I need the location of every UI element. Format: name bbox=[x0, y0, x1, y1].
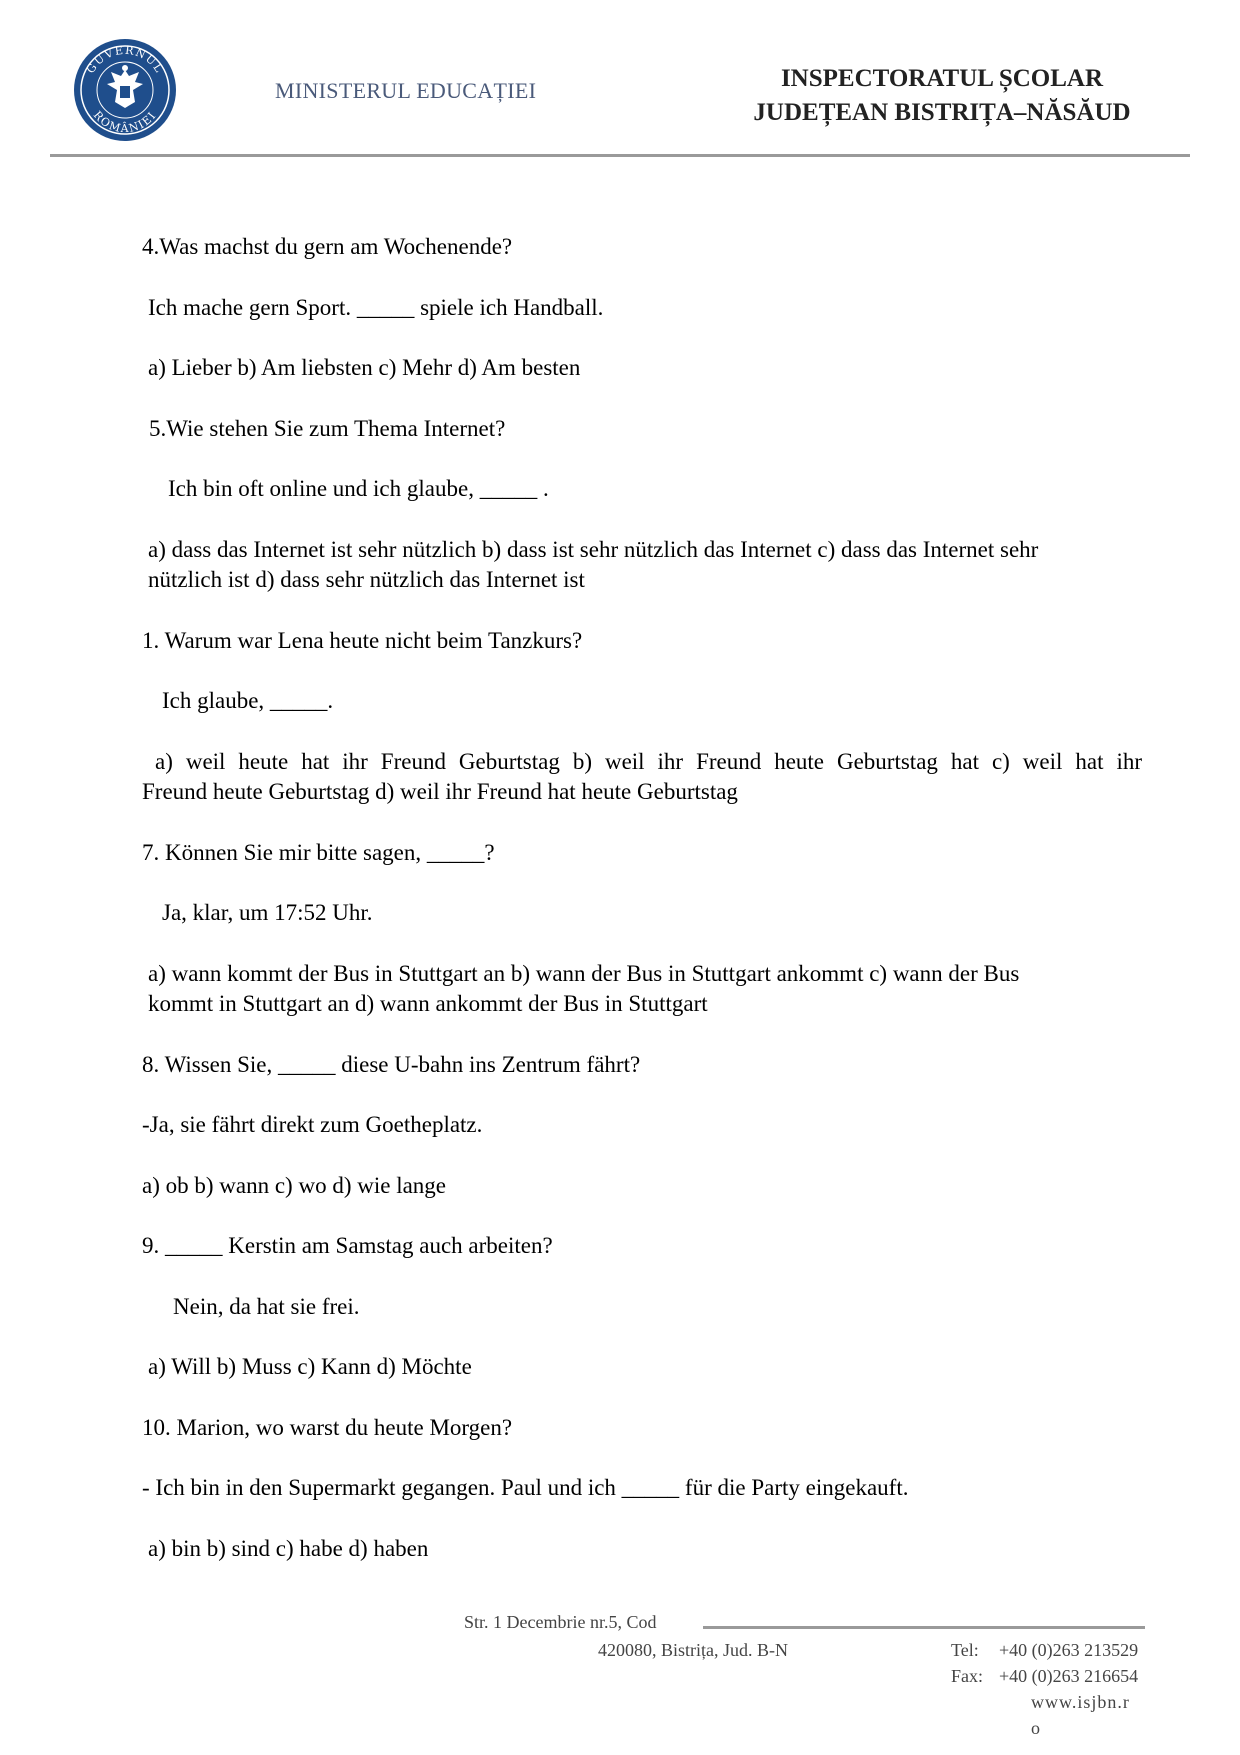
inspectorate-line-2: JUDEȚEAN BISTRIȚA–NĂSĂUD bbox=[753, 99, 1131, 126]
footer-divider bbox=[703, 1626, 1145, 1629]
question-prompt: 5.Wie stehen Sie zum Thema Internet? bbox=[149, 416, 506, 441]
footer-fax-label: Fax: bbox=[951, 1666, 984, 1686]
question-options: a) Will b) Muss c) Kann d) Möchte bbox=[148, 1354, 472, 1379]
question-prompt: 1. Warum war Lena heute nicht beim Tanzkurs? bbox=[142, 628, 583, 653]
footer-tel-value: +40 (0)263 213529 bbox=[999, 1640, 1139, 1660]
footer-address-line-1: Str. 1 Decembrie nr.5, Cod bbox=[464, 1612, 657, 1632]
question-answer: -Ja, sie fährt direkt zum Goetheplatz. bbox=[142, 1112, 483, 1137]
footer-fax-value: +40 (0)263 216654 bbox=[999, 1666, 1139, 1686]
question-options: a) Lieber b) Am liebsten c) Mehr d) Am besten bbox=[148, 355, 581, 380]
question-options-line-2: nützlich ist d) dass sehr nützlich das Internet ist bbox=[148, 567, 585, 592]
seal-text-top: GUVERNUL bbox=[83, 43, 167, 76]
question-answer: Ich mache gern Sport. _____ spiele ich Handball. bbox=[148, 295, 604, 320]
footer-website-line-2[interactable]: o bbox=[1031, 1718, 1040, 1738]
question-prompt: 10. Marion, wo warst du heute Morgen? bbox=[142, 1415, 513, 1440]
seal-text-bottom: ROMÂNIEI bbox=[90, 108, 160, 136]
question-prompt: 7. Können Sie mir bitte sagen, _____? bbox=[142, 840, 495, 865]
question-answer: Nein, da hat sie frei. bbox=[173, 1294, 360, 1319]
government-seal-logo bbox=[73, 38, 177, 142]
question-answer: - Ich bin in den Supermarkt gegangen. Paul und ich _____ für die Party eingekauft. bbox=[142, 1475, 909, 1500]
question-options-line-1: a) dass das Internet ist sehr nützlich b) dass ist sehr nützlich das Internet c) dass das Internet sehr bbox=[148, 537, 1039, 562]
question-options-line-1: a) weil heute hat ihr Freund Geburtstag b) weil ihr Freund heute Geburtstag hat c) weil hat ihr bbox=[155, 749, 1142, 774]
question-prompt: 8. Wissen Sie, _____ diese U-bahn ins Zentrum fährt? bbox=[142, 1052, 641, 1077]
question-options-line-2: Freund heute Geburtstag d) weil ihr Freund hat heute Geburtstag bbox=[142, 779, 738, 804]
question-prompt: 4.Was machst du gern am Wochenende? bbox=[142, 234, 513, 259]
question-answer: Ich bin oft online und ich glaube, _____ . bbox=[168, 476, 549, 501]
question-answer: Ja, klar, um 17:52 Uhr. bbox=[162, 900, 373, 925]
inspectorate-line-1: INSPECTORATUL ȘCOLAR bbox=[780, 65, 1104, 92]
footer-website-line-1[interactable]: www.isjbn.r bbox=[1031, 1692, 1130, 1712]
footer-tel-label: Tel: bbox=[951, 1640, 979, 1660]
question-prompt: 9. _____ Kerstin am Samstag auch arbeiten? bbox=[142, 1233, 553, 1258]
question-options: a) bin b) sind c) habe d) haben bbox=[148, 1536, 429, 1561]
ministry-name: MINISTERUL EDUCAȚIEI bbox=[275, 78, 537, 103]
question-options-line-2: kommt in Stuttgart an d) wann ankommt der Bus in Stuttgart bbox=[148, 991, 708, 1016]
question-options-line-1: a) wann kommt der Bus in Stuttgart an b) wann der Bus in Stuttgart ankommt c) wann der Bus bbox=[148, 961, 1020, 986]
question-answer: Ich glaube, _____. bbox=[162, 688, 334, 713]
inspectorate-name bbox=[732, 62, 1152, 130]
question-options: a) ob b) wann c) wo d) wie lange bbox=[142, 1173, 446, 1198]
header-divider bbox=[50, 154, 1190, 157]
footer-address-line-2: 420080, Bistrița, Jud. B-N bbox=[598, 1640, 789, 1660]
